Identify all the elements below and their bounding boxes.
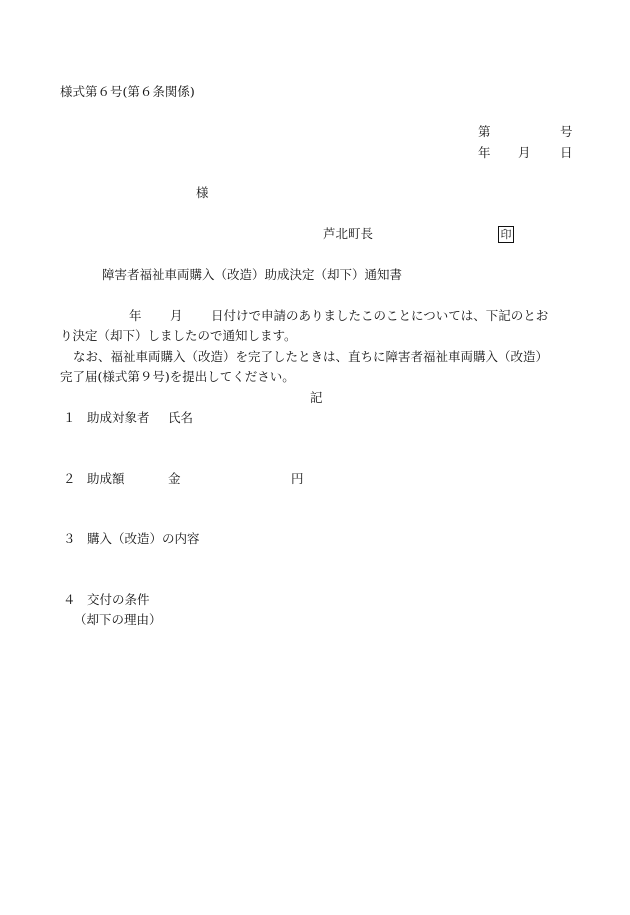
item-2-label: 助成額 [87,471,125,486]
date-day: 日 [560,145,573,160]
body-date-month: 月 [170,308,183,323]
body-paragraph-2-line-2: 完了届(様式第９号)を提出してください。 [60,369,295,384]
body-paragraph-2-line-1: なお、福祉車両購入（改造）を完了したときは、直ちに障害者福祉車両購入（改造） [73,349,549,364]
body-date-year: 年 [129,308,142,323]
issuer-title: 芦北町長 [323,226,374,241]
body-paragraph-1-line-2: り決定（却下）しましたので通知します。 [60,328,297,343]
item-4-number: ４ [63,592,76,607]
item-3-label: 購入（改造）の内容 [87,531,200,546]
number-prefix: 第 [478,124,491,139]
item-2-unit: 円 [291,471,304,486]
number-suffix: 号 [560,124,573,139]
item-1-label: 助成対象者 [87,410,150,425]
document-title: 障害者福祉車両購入（改造）助成決定（却下）通知書 [102,267,403,282]
date-month: 月 [518,145,531,160]
item-2-prefix: 金 [168,471,181,486]
item-2-number: ２ [63,471,76,486]
date-year: 年 [478,145,491,160]
item-1-sub: 氏名 [168,410,194,425]
item-4-note: （却下の理由） [74,612,162,627]
item-3-number: ３ [63,531,76,546]
item-4-label: 交付の条件 [87,592,150,607]
item-1-number: １ [63,410,76,425]
addressee-honorific: 様 [196,185,209,200]
ki-heading: 記 [310,390,323,405]
form-label: 様式第６号(第６条関係) [60,84,195,99]
seal-mark: 印 [498,226,514,243]
body-paragraph-1-line-1: 日付けで申請のありましたこのことについては、下記のとお [211,308,549,323]
